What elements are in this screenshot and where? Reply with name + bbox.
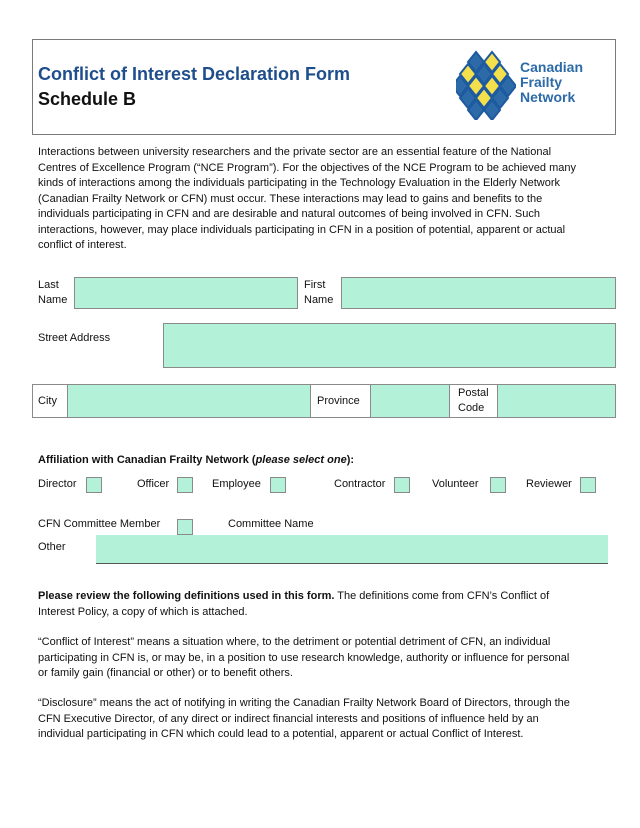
officer-checkbox[interactable]: [177, 477, 193, 493]
province-label: Province: [317, 395, 360, 407]
coi-line: or family gain (financial or other) or to benefit others.: [38, 667, 293, 679]
logo-line-2: Frailty: [520, 74, 563, 90]
disclosure-line: CFN Executive Director, of any direct or indirect financial interests and positions of influence held by an: [38, 712, 539, 725]
postal-label-line: Postal: [458, 387, 489, 399]
affiliation-heading-prefix: Affiliation with Canadian Frailty Network (: [38, 454, 256, 466]
other-label: Other: [38, 541, 66, 553]
intro-line: individuals participating in CFN and are desirable and natural outcomes of being involved in CFN. Such: [38, 208, 540, 220]
form-title: Conflict of Interest Declaration Form: [38, 64, 351, 84]
option-reviewer-label: Reviewer: [526, 478, 572, 490]
first-name-field[interactable]: [341, 277, 616, 309]
city-field[interactable]: [67, 384, 311, 418]
employee-checkbox[interactable]: [270, 477, 286, 493]
first-name-label-line: First: [304, 279, 326, 291]
intro-line: (Canadian Frailty Network or CFN) must occur. These interactions may lead to gains and benefits to the: [38, 192, 543, 205]
last-name-label: [38, 278, 67, 308]
form-subtitle: Schedule B: [38, 89, 137, 109]
cfn-logo-icon: [456, 50, 516, 120]
intro-line: interactions, however, may place individuals participating in CFN in a position of potential, apparent or actual: [38, 223, 566, 236]
city-label: City: [38, 395, 57, 407]
disclosure-line: “Disclosure” means the act of notifying in writing the Canadian Frailty Network Board of Directors, through the: [38, 697, 570, 709]
postal-label-line: Code: [458, 402, 485, 414]
first-name-label: [304, 278, 333, 308]
intro-line: conflict of interest.: [38, 239, 127, 251]
committee-member-checkbox[interactable]: [177, 519, 193, 535]
logo-diamonds: [456, 52, 516, 120]
street-address-label: Street Address: [38, 332, 111, 344]
first-name-label-line: Name: [304, 294, 334, 306]
intro-line: Interactions between university researchers and the private sector are an essential feature of the National: [38, 146, 552, 158]
last-name-label-line: Name: [38, 294, 68, 306]
affiliation-heading-italic: please select one: [255, 454, 347, 466]
street-address-field[interactable]: [163, 323, 616, 368]
logo-line-1: Canadian: [520, 59, 584, 75]
other-field[interactable]: [96, 535, 608, 564]
postal-code-label: [458, 386, 489, 416]
definitions-intro-bold: Please review the following definitions used in this form.: [38, 590, 335, 602]
definitions-intro-rest: The definitions come from CFN’s Conflict of: [334, 590, 550, 602]
logo-text: [520, 60, 583, 105]
option-contractor-label: Contractor: [334, 478, 386, 490]
intro-line: kinds of interactions among the individuals participating in the Technology Evaluation in the Elderly Network: [38, 177, 560, 189]
committee-name-label: Committee Name: [228, 518, 314, 530]
logo-line-3: Network: [520, 89, 576, 105]
volunteer-checkbox[interactable]: [490, 477, 506, 493]
coi-line: “Conflict of Interest” means a situation where, to the detriment or potential detriment of CFN, an individual: [38, 636, 551, 648]
definitions-intro-line-2: Interest Policy, a copy of which is attached.: [38, 605, 248, 618]
disclosure-line: individual participating in CFN which could lead to a potential, apparent or actual Conflict of Interest.: [38, 728, 524, 740]
director-checkbox[interactable]: [86, 477, 102, 493]
last-name-field[interactable]: [74, 277, 298, 309]
definitions-intro: [38, 589, 604, 620]
province-field[interactable]: [370, 384, 450, 418]
affiliation-heading: [38, 453, 354, 468]
option-director-label: Director: [38, 478, 77, 490]
option-volunteer-label: Volunteer: [432, 478, 479, 490]
option-officer-label: Officer: [137, 478, 170, 490]
disclosure-definition: [38, 696, 604, 743]
committee-member-label: CFN Committee Member: [38, 518, 161, 530]
coi-definition: [38, 635, 604, 682]
contractor-checkbox[interactable]: [394, 477, 410, 493]
affiliation-heading-suffix: ):: [346, 454, 355, 466]
reviewer-checkbox[interactable]: [580, 477, 596, 493]
coi-line: participating in CFN is, or may be, in a position to use research knowledge, authority or influence for personal: [38, 651, 570, 664]
definitions-intro-line: [38, 589, 604, 605]
last-name-label-line: Last: [38, 279, 59, 291]
option-employee-label: Employee: [212, 478, 261, 490]
intro-line: Centres of Excellence Program (“NCE Program”). For the objectives of the NCE Program to be achieved many: [38, 161, 576, 174]
intro-paragraph: [38, 145, 604, 254]
postal-code-field[interactable]: [497, 384, 616, 418]
